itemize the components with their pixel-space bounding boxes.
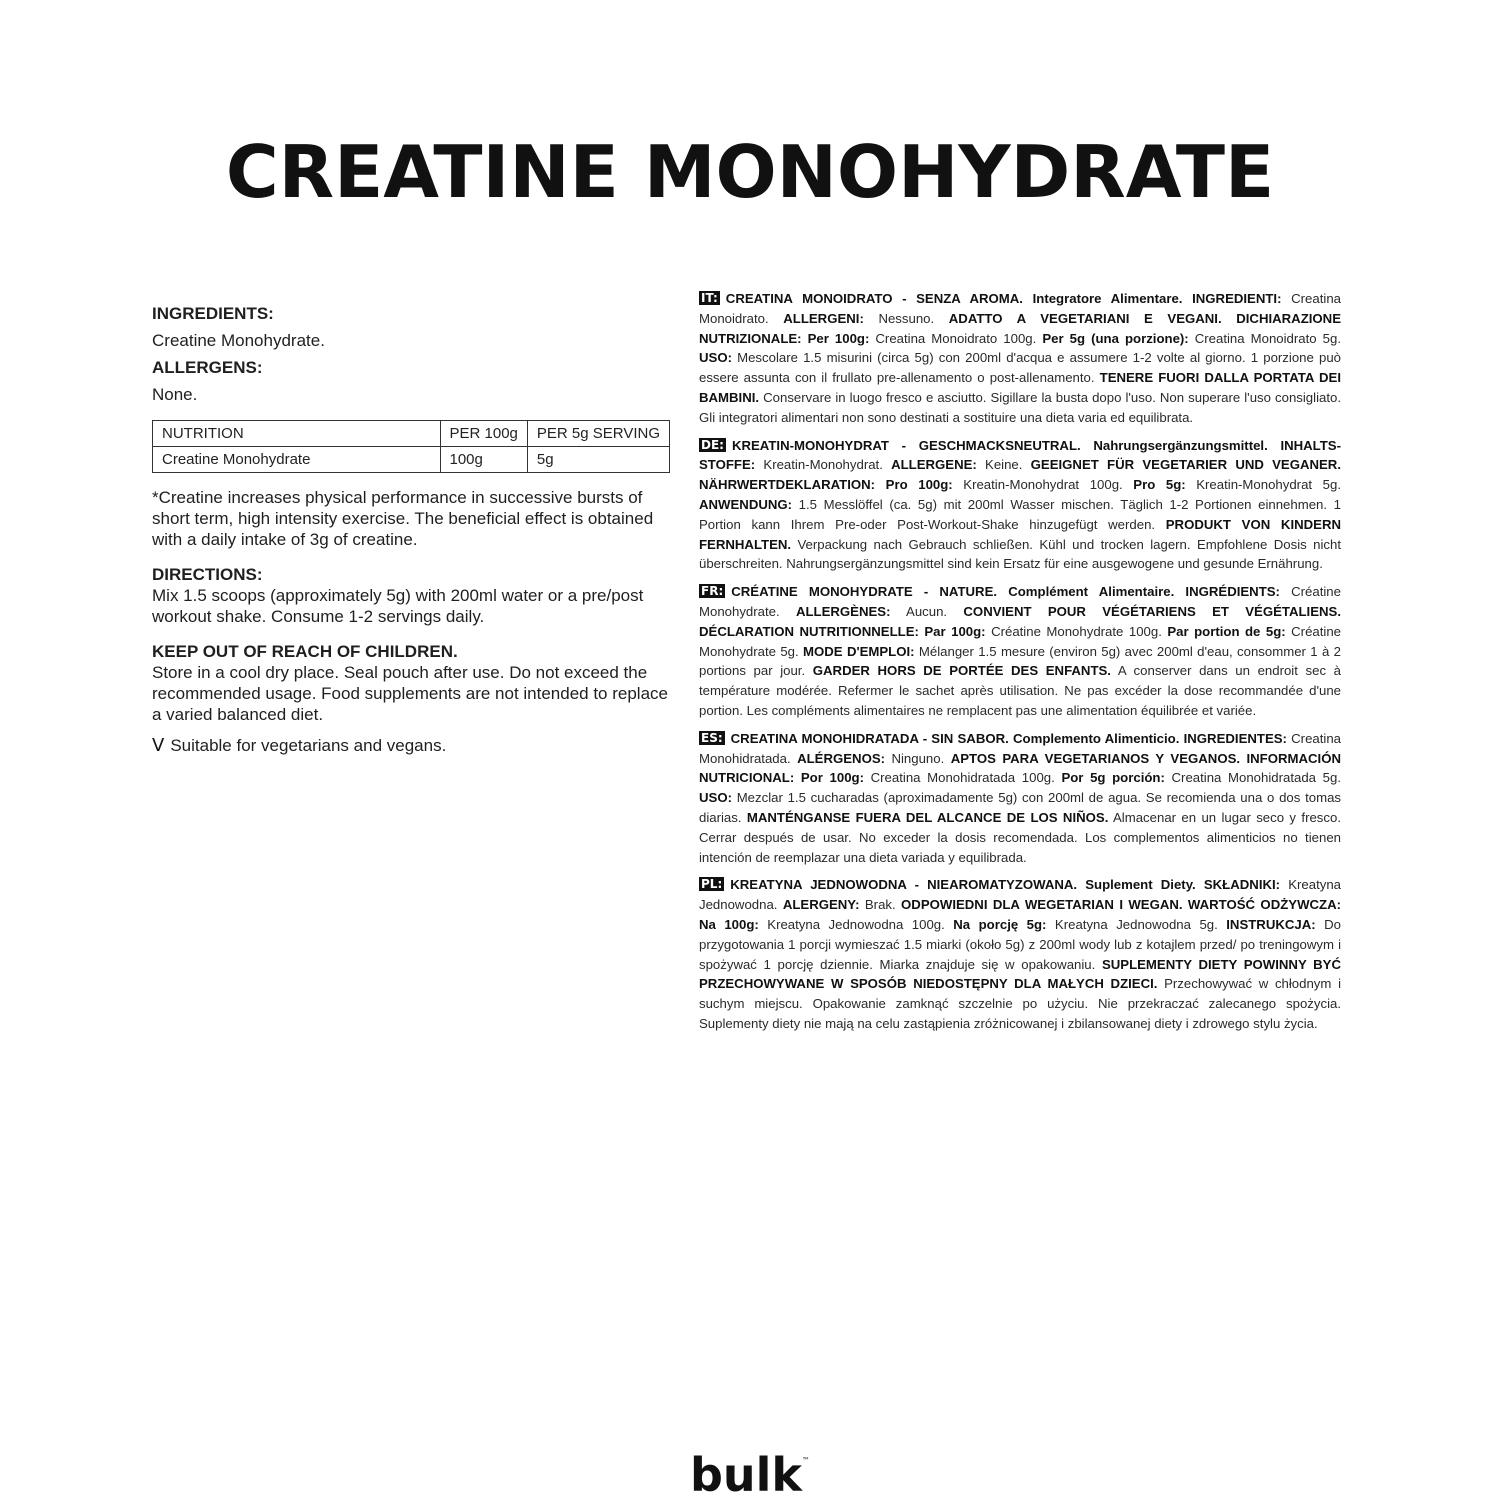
trademark-mark: ™	[802, 1456, 811, 1465]
bold-text-segment: ADATTO A VEGETARIANI E VEGANI. DICHIARAZIONE NUTRIZIONALE: Per 100g:	[699, 310, 1342, 346]
allergens-value: None.	[152, 385, 198, 404]
language-code-badge: DE:	[701, 437, 724, 452]
table-row	[153, 447, 670, 473]
text-segment: A conserver dans un endroit sec à température modérée. Refermer le sachet après utilisation. Ne pas excéder la dose recommandée d'une portion. Les compléments alimentaires ne remplacent pas une alimentation équilibrée et variée.	[699, 663, 1341, 718]
text-segment: 1.5 Messlöffel (ca. 5g) mit 200ml Wasser mischen. Täglich 1-2 Portionen einnehmen. 1 Portion kann Ihrem Pre-oder Post-Workout-Shake hinzugefügt werden.	[699, 496, 1341, 532]
vegan-statement	[152, 735, 672, 756]
text-segment: Créatine Monohydrate 100g.	[985, 623, 1168, 639]
language-code-badge: IT:	[701, 291, 718, 305]
bold-text-segment: USO:	[699, 790, 732, 806]
text-segment: Nessuno.	[863, 310, 949, 326]
bold-text-segment: ALLERGÈNES:	[795, 603, 891, 619]
text-segment: Créatine Monohydrate.	[699, 584, 1341, 619]
bold-text-segment: SUPLEMENTY DIETY POWINNY BYĆ PRZECHOWYWANE W SPOSÓB NIEDOSTĘPNY DLA MAŁYCH DZIECI.	[699, 956, 1342, 992]
bold-text-segment: Par portion de 5g:	[1167, 623, 1286, 639]
bold-text-segment: ALLERGENI:	[783, 310, 864, 326]
ingredients-value: Creatine Monohydrate.	[152, 331, 325, 350]
brand-logo	[0, 1448, 1500, 1502]
text-segment: Creatina Monohidratada 5g.	[1164, 770, 1341, 786]
bold-text-segment: MODE D'EMPLOI:	[803, 643, 915, 659]
logo-text: bulk	[689, 1448, 803, 1502]
vegan-v-icon: ᐯ	[152, 735, 165, 756]
nutrition-header-cell: PER 5g SERVING	[527, 421, 669, 447]
language-code-badge: ES:	[701, 730, 723, 745]
directions-value: Mix 1.5 scoops (approximately 5g) with 200ml water or a pre/post workout shake. Consume 1-2 servings daily.	[152, 586, 644, 626]
health-claim: *Creatine increases physical performance in successive bursts of short term, high intensity exercise. The beneficial effect is obtained with a daily intake of 3g of creatine.	[152, 488, 654, 549]
text-segment: Creatina Monoidrato 100g.	[869, 330, 1043, 346]
warning-label: KEEP OUT OF REACH OF CHILDREN.	[152, 642, 458, 661]
nutrition-cell: 5g	[527, 447, 669, 473]
nutrition-header-cell: NUTRITION	[153, 421, 441, 447]
bold-text-segment: MANTÉNGANSE FUERA DEL ALCANCE DE LOS NIÑOS.	[746, 809, 1109, 825]
language-block	[699, 289, 1341, 428]
text-segment: Kreatyna Jednowodna 100g.	[758, 916, 954, 932]
language-block	[699, 875, 1341, 1033]
bold-text-segment: APTOS PARA VEGETARIANOS Y VEGANOS. INFORMACIÓN NUTRICIONAL: Por 100g:	[699, 750, 1341, 786]
vegan-text: Suitable for vegetarians and vegans.	[170, 736, 447, 755]
bold-text-segment: Pro 5g:	[1133, 477, 1186, 493]
text-segment: Kreatyna Jednowodna 5g.	[1046, 916, 1227, 932]
english-label-column	[152, 303, 672, 756]
text-segment: Créatine Monohydrate 5g.	[699, 623, 1342, 659]
text-segment: Creatina Monoidrato 5g.	[1188, 330, 1341, 346]
text-segment: Ninguno.	[885, 750, 951, 766]
bold-text-segment: CREATINA MONOIDRATO - SENZA AROMA. Integratore Alimentare. INGREDIENTI:	[725, 291, 1282, 306]
bold-text-segment: KREATYNA JEDNOWODNA - NIEAROMATYZOWANA. Suplement Diety. SKŁADNIKI:	[730, 877, 1281, 893]
bold-text-segment: USO:	[699, 350, 732, 366]
directions-label: DIRECTIONS:	[152, 565, 263, 584]
text-segment: Mélanger 1.5 mesure (environ 5g) avec 200ml d'eau, consommer 1 à 2 portions par jour.	[699, 643, 1341, 679]
bold-text-segment: ALÉRGENOS:	[797, 750, 886, 766]
nutrition-header-row	[153, 421, 670, 447]
language-code-badge: FR:	[701, 584, 724, 599]
page-title: CREATINE MONOHYDRATE	[225, 130, 1275, 214]
bold-text-segment: Per 5g (una porzione):	[1042, 330, 1189, 346]
bold-text-segment: KREATIN-MONOHYDRAT - GESCHMACKSNEUTRAL. Nahrungsergänzungsmittel. INHALTS-STOFFE:	[699, 437, 1341, 473]
text-segment: Kreatyna Jednowodna.	[699, 877, 1341, 913]
bold-text-segment: ALERGENY:	[782, 897, 860, 913]
allergens-label: ALLERGENS:	[152, 358, 263, 377]
text-segment: Creatina Monoidrato.	[699, 291, 1341, 326]
nutrition-header-cell: PER 100g	[440, 421, 527, 447]
text-segment: Almacenar en un lugar seco y fresco. Cerrar después de usar. No exceder la dosis recomendada. Los complementos alimenticios no tienen intención de reemplazar una dieta variada y equilibrada.	[699, 809, 1341, 865]
language-block	[699, 582, 1341, 721]
bold-text-segment: INSTRUKCJA:	[1226, 916, 1316, 932]
text-segment: Creatina Monohidratada 100g.	[863, 770, 1062, 786]
nutrition-cell: 100g	[440, 447, 527, 473]
bold-text-segment: CREATINA MONOHIDRATADA - SIN SABOR. Complemento Alimenticio. INGREDIENTES:	[730, 730, 1287, 746]
text-segment: Kreatin-Monohydrat 5g.	[1185, 477, 1341, 493]
nutrition-table	[152, 420, 670, 473]
multilingual-label-column	[699, 289, 1341, 1042]
text-segment: Conservare in luogo fresco e asciutto. Sigillare la busta dopo l'uso. Non superare l'uso consigliato. Gli integratori alimentari non sono destinati a sostituire una dieta varia ed equilibrata.	[699, 389, 1341, 425]
text-segment: Creatina Monohidratada.	[699, 730, 1342, 766]
bold-text-segment: CONVIENT POUR VÉGÉTARIENS ET VÉGÉTALIENS. DÉCLARATION NUTRITIONNELLE: Par 100g:	[699, 603, 1341, 639]
text-segment: Przechowywać w chłodnym i suchym miejscu. Opakowanie zamknąć szczelnie po użyciu. Nie przekraczać zalecanego spożycia. Suplementy diety nie mają na celu zastąpienia zróżnicowanej i zbilansowanej diety i zdrowego stylu życia.	[699, 976, 1341, 1031]
warning-value: Store in a cool dry place. Seal pouch after use. Do not exceed the recommended usage. Food supplements are not intended to replace a varied balanced diet.	[152, 663, 668, 724]
bold-text-segment: Na porcję 5g:	[953, 916, 1047, 932]
bold-text-segment: CRÉATINE MONOHYDRATE - NATURE. Complément Alimentaire. INGRÉDIENTS:	[731, 584, 1280, 600]
bold-text-segment: ALLERGENE:	[891, 457, 977, 473]
bold-text-segment: ANWENDUNG:	[699, 496, 793, 512]
text-segment: Keine.	[976, 457, 1031, 473]
text-segment: Verpackung nach Gebrauch schließen. Kühl und trocken lagern. Empfohlene Dosis nicht überschreiten. Nahrungsergänzungsmittel sind kein Ersatz für eine ausgewogene und gesunde Ernährung.	[699, 536, 1341, 572]
bold-text-segment: GARDER HORS DE PORTÉE DES ENFANTS.	[812, 663, 1111, 679]
text-segment: Kreatin-Monohydrat.	[755, 457, 892, 473]
bold-text-segment: GEEIGNET FÜR VEGETARIER UND VEGANER. NÄHRWERTDEKLARATION: Pro 100g:	[699, 457, 1341, 493]
language-code-badge: PL:	[701, 877, 723, 892]
ingredients-label: INGREDIENTS:	[152, 304, 274, 323]
text-segment: Brak.	[859, 897, 902, 913]
nutrition-cell: Creatine Monohydrate	[153, 447, 441, 473]
text-segment: Do przygotowania 1 porcji wymieszać 1.5 miarki (około 5g) z 200ml wody lub z kotajlem przed/ po treningowym i spożywać 1 porcję dziennie. Miarka znajduje się w opakowaniu.	[699, 916, 1341, 972]
bold-text-segment: ODPOWIEDNI DLA WEGETARIAN I WEGAN. WARTOŚĆ ODŻYWCZA: Na 100g:	[699, 897, 1342, 932]
language-block	[699, 436, 1341, 575]
text-segment: Kreatin-Monohydrat 100g.	[952, 477, 1134, 493]
language-block	[699, 729, 1341, 868]
text-segment: Aucun.	[890, 603, 964, 619]
bold-text-segment: TENERE FUORI DALLA PORTATA DEI BAMBINI.	[699, 370, 1341, 405]
bold-text-segment: PRODUKT VON KINDERN FERNHALTEN.	[699, 516, 1342, 552]
text-segment: Mescolare 1.5 misurini (circa 5g) con 200ml d'acqua e assumere 1-2 volte al giorno. 1 porzione può essere assunta con il frullato pre-allenamento o post-allenamento.	[699, 350, 1341, 386]
text-segment: Mezclar 1.5 cucharadas (aproximadamente 5g) con 200ml de agua. Se recomienda una o dos tomas diarias.	[699, 790, 1341, 825]
bold-text-segment: Por 5g porción:	[1061, 770, 1165, 786]
